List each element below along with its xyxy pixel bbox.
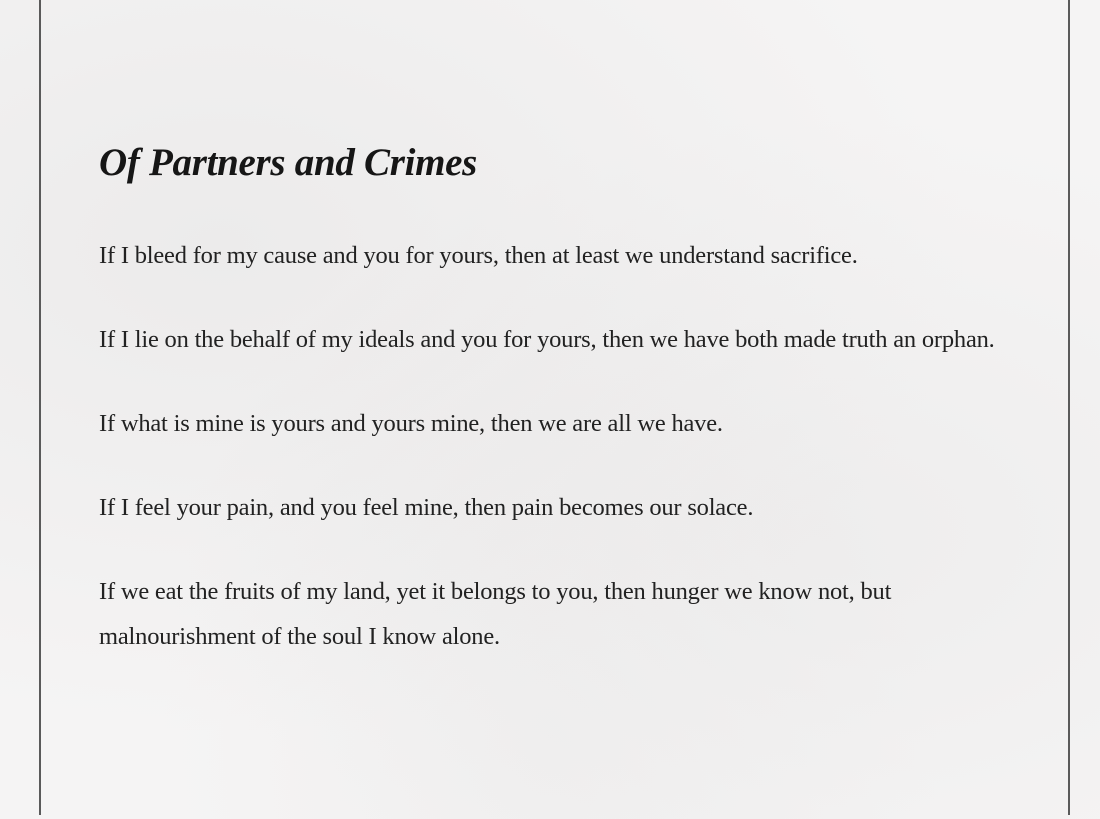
left-margin-rule bbox=[39, 0, 41, 815]
poem-title: Of Partners and Crimes bbox=[99, 141, 478, 184]
stanza-2: If I lie on the behalf of my ideals and you for yours, then we have both made truth an orphan. bbox=[99, 325, 995, 353]
stanza-4: If I feel your pain, and you feel mine, then pain becomes our solace. bbox=[99, 493, 754, 521]
stanza-3: If what is mine is yours and yours mine, then we are all we have. bbox=[99, 409, 723, 437]
stanza-1: If I bleed for my cause and you for yours, then at least we understand sacrifice. bbox=[99, 241, 858, 269]
right-margin-rule bbox=[1068, 0, 1070, 815]
stanza-5: If we eat the fruits of my land, yet it belongs to you, then hunger we know not, but malnourishment of the soul I know alone. bbox=[99, 577, 892, 650]
poem-body bbox=[99, 140, 1049, 698]
